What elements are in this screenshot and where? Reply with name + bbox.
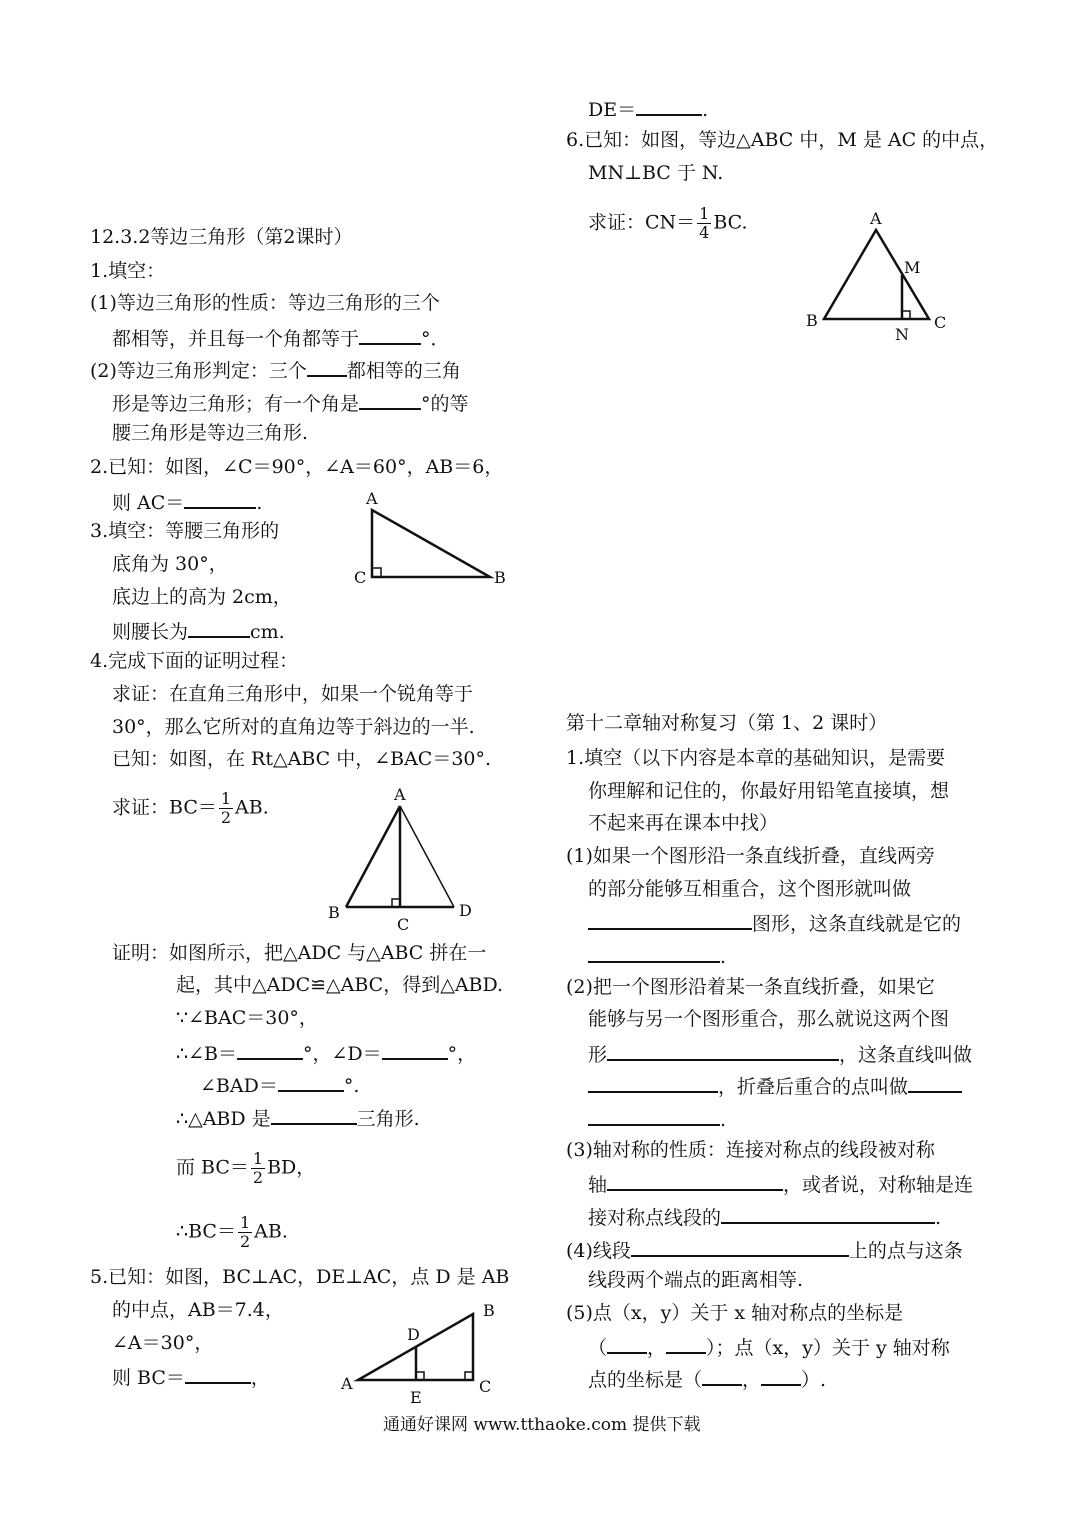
p3-text: 轴 — [588, 1174, 608, 1196]
r-q1-p4-line2: 线段两个端点的距离相等. — [588, 1269, 804, 1291]
vertex-label-a: A — [870, 209, 882, 228]
answer-blank[interactable] — [307, 355, 347, 377]
r-q1-line1: 1.填空（以下内容是本章的基础知识，是需要 — [566, 747, 946, 769]
q1-p1-line1: (1)等边三角形的性质：等边三角形的三个 — [90, 292, 440, 314]
q6-line2: MN⊥BC 于 N. — [588, 162, 724, 184]
r-q1-p2-line2: 能够与另一个图形重合，那么就说这两个图 — [588, 1008, 950, 1030]
vertex-label-b: B — [494, 568, 506, 587]
answer-blank[interactable] — [607, 1039, 839, 1061]
p5-text: ， — [647, 1337, 667, 1359]
proof-text: °， — [447, 1043, 477, 1065]
q3-line3: 底边上的高为 2cm， — [112, 586, 292, 608]
vertex-label-a: A — [366, 489, 378, 508]
q5-text: 则 BC＝ — [112, 1367, 185, 1389]
p3-end: . — [935, 1207, 942, 1229]
q1-p2-text-d: °的等 — [421, 393, 469, 415]
segment-ad — [400, 806, 454, 907]
q4-proof-line2: 起，其中△ADC≌△ABC，得到△ABD. — [176, 974, 504, 996]
right-angle-mark — [372, 568, 381, 577]
q2-line2 — [112, 487, 262, 516]
q1-p1-end: °． — [421, 328, 450, 350]
q5-continuation — [588, 94, 708, 123]
proof-text: ∴BC＝ — [176, 1220, 236, 1243]
vertex-label-e: E — [410, 1388, 422, 1407]
figure-right-triangle-q2 — [350, 486, 510, 596]
r-q1-p2-line1: (2)把一个图形沿着某一条直线折叠，如果它 — [566, 976, 935, 998]
q3-text: 则腰长为 — [112, 621, 189, 643]
r-q1-p3-line2 — [588, 1169, 973, 1198]
fraction-denominator: 2 — [239, 1232, 251, 1251]
p5-text: （ — [588, 1337, 608, 1359]
q4-prove-label: 求证：BC＝ — [112, 796, 217, 819]
section-title-equilateral: 12.3.2等边三角形（第2课时） — [90, 226, 353, 248]
segment-ab — [346, 806, 400, 907]
r-q1-p2-line3 — [588, 1039, 972, 1068]
q5-line3: ∠A＝30°， — [112, 1332, 214, 1354]
proof-text: AB. — [254, 1220, 288, 1243]
fraction-half — [251, 1150, 265, 1187]
fraction-numerator: 1 — [252, 1149, 264, 1168]
p5-text: ）. — [801, 1369, 827, 1391]
q1-p2-line2 — [112, 388, 469, 417]
q4-line4: 已知：如图，在 Rt△ABC 中，∠BAC＝30°. — [112, 748, 492, 770]
q4-proof-line7 — [176, 1150, 315, 1187]
vertex-label-m: M — [904, 258, 921, 277]
q4-prove — [112, 790, 269, 827]
vertex-label-b: B — [806, 311, 818, 330]
q1-p1-text: 都相等，并且每一个角都等于 — [112, 328, 360, 350]
answer-blank[interactable] — [761, 1364, 801, 1386]
vertex-label-n: N — [895, 325, 909, 344]
answer-blank[interactable] — [271, 1103, 357, 1125]
answer-blank[interactable] — [666, 1332, 706, 1354]
p5-text: ， — [742, 1369, 762, 1391]
figure-equilateral-q6 — [800, 206, 960, 346]
vertex-label-b: B — [483, 1301, 495, 1320]
answer-blank[interactable] — [588, 1104, 720, 1126]
q5-line1: 5.已知：如图，BC⊥AC，DE⊥AC，点 D 是 AB — [90, 1266, 510, 1288]
answer-blank[interactable] — [588, 941, 720, 963]
proof-text: 三角形. — [356, 1108, 420, 1130]
q6-line1: 6.已知：如图，等边△ABC 中，M 是 AC 的中点， — [566, 129, 999, 151]
q5-line4 — [112, 1362, 270, 1391]
answer-blank[interactable] — [588, 908, 752, 930]
r-q1-p3-line3 — [588, 1202, 941, 1231]
figure-triangle-abd-q4 — [322, 780, 482, 935]
q5-de-end: . — [702, 99, 709, 121]
q1-p2-text-b: 都相等的三角 — [346, 360, 461, 382]
answer-blank[interactable] — [721, 1202, 935, 1224]
answer-blank[interactable] — [588, 1071, 718, 1093]
answer-blank[interactable] — [607, 1332, 647, 1354]
q4-proof-line6 — [176, 1103, 420, 1132]
p5-text: 点的坐标是（ — [588, 1369, 703, 1391]
fraction-half — [219, 790, 233, 827]
q4-prove-end: AB. — [235, 796, 269, 819]
q6-prove — [588, 205, 748, 242]
r-q1-p1-line1: (1)如果一个图形沿一条直线折叠，直线两旁 — [566, 845, 935, 867]
answer-blank[interactable] — [908, 1071, 962, 1093]
p5-text: ）；点（x，y）关于 y 轴对称 — [706, 1337, 950, 1359]
r-q1-p5-line1: (5)点（x，y）关于 x 轴对称点的坐标是 — [566, 1302, 904, 1324]
p4-text: (4)线段 — [566, 1240, 631, 1262]
q4-proof-line1: 证明：如图所示，把△ADC 与△ABC 拼在一 — [112, 942, 487, 964]
answer-blank[interactable] — [184, 487, 256, 509]
q1-p1-line2 — [112, 323, 450, 352]
q4-proof-line8 — [176, 1214, 288, 1251]
fraction-denominator: 4 — [699, 223, 710, 242]
q4-line1: 4.完成下面的证明过程： — [90, 650, 299, 672]
r-q1-p1-line3 — [588, 908, 961, 937]
r-q1-p5-line3 — [588, 1364, 826, 1393]
answer-blank[interactable] — [607, 1169, 783, 1191]
r-q1-p5-line2 — [588, 1332, 950, 1361]
r-q1-line3: 不起来再在课本中找） — [588, 812, 779, 834]
figure-triangle-q5 — [338, 1298, 508, 1408]
q5-line2: 的中点，AB＝7.4， — [112, 1299, 284, 1321]
q3-line1: 3.填空：等腰三角形的 — [90, 520, 280, 542]
p1-text: 图形，这条直线就是它的 — [752, 913, 962, 935]
q4-line2: 求证：在直角三角形中，如果一个锐角等于 — [112, 683, 474, 705]
q6-prove-end: BC. — [713, 211, 748, 234]
answer-blank[interactable] — [382, 1038, 448, 1060]
r-q1-p2-line4 — [588, 1071, 962, 1100]
q1-p2-line3: 腰三角形是等边三角形. — [112, 422, 309, 444]
q3-end: cm. — [250, 621, 285, 643]
q1-p2-text-a: (2)等边三角形判定：三个 — [90, 360, 307, 382]
p4-text: 上的点与这条 — [848, 1240, 963, 1262]
q1-intro: 1.填空： — [90, 260, 166, 282]
proof-text: ∠BAD＝ — [200, 1075, 278, 1097]
q1-p2-text-c: 形是等边三角形；有一个角是 — [112, 393, 360, 415]
answer-blank[interactable] — [359, 388, 421, 410]
triangle-abc — [372, 510, 490, 577]
q4-proof-line4 — [176, 1038, 476, 1067]
proof-text: ∴△ABD 是 — [176, 1108, 271, 1130]
q2-line1: 2.已知：如图，∠C＝90°，∠A＝60°，AB＝6， — [90, 456, 504, 478]
q2-text: 则 AC＝ — [112, 492, 185, 514]
proof-text: °. — [343, 1075, 360, 1097]
vertex-label-d: D — [459, 901, 472, 920]
proof-text: ∴∠B＝ — [176, 1043, 237, 1065]
p2-text: ，这条直线叫做 — [839, 1044, 973, 1066]
r-q1-p4-line1 — [566, 1235, 963, 1264]
footer-credit: 通通好课网 www.tthaoke.com 提供下载 — [383, 1415, 701, 1435]
p2-end: . — [720, 1109, 727, 1131]
answer-blank[interactable] — [359, 323, 421, 345]
r-q1-p2-line5 — [588, 1104, 726, 1133]
fraction-numerator: 1 — [699, 204, 710, 223]
p2-text: ，折叠后重合的点叫做 — [718, 1076, 909, 1098]
q3-line4 — [112, 616, 285, 645]
q4-proof-line5 — [200, 1070, 359, 1099]
vertex-label-a: A — [394, 785, 406, 804]
q1-p2-line1 — [90, 355, 461, 384]
proof-text: °，∠D＝ — [302, 1043, 382, 1065]
answer-blank[interactable] — [631, 1235, 849, 1257]
r-q1-p1-line2: 的部分能够互相重合，这个图形就叫做 — [588, 878, 912, 900]
vertex-label-c: C — [479, 1377, 492, 1396]
fraction-denominator: 2 — [220, 808, 232, 827]
proof-text: 而 BC＝ — [176, 1156, 249, 1179]
q6-prove-label: 求证：CN＝ — [588, 211, 696, 234]
answer-blank[interactable] — [636, 94, 702, 116]
section-title-axial-symmetry: 第十二章轴对称复习（第 1、2 课时） — [566, 712, 888, 734]
answer-blank[interactable] — [188, 616, 250, 638]
fraction-half — [238, 1214, 252, 1251]
fraction-quarter — [697, 205, 711, 242]
fraction-numerator: 1 — [239, 1213, 251, 1232]
q3-line2: 底角为 30°， — [112, 553, 228, 575]
answer-blank[interactable] — [278, 1070, 344, 1092]
p3-text: ，或者说，对称轴是连 — [783, 1174, 974, 1196]
q5-de-text: DE＝ — [588, 99, 637, 121]
r-q1-p3-line1: (3)轴对称的性质：连接对称点的线段被对称 — [566, 1139, 935, 1161]
p1-end: . — [720, 946, 727, 968]
vertex-label-c: C — [354, 568, 367, 587]
fraction-numerator: 1 — [220, 789, 232, 808]
r-q1-line2: 你理解和记住的，你最好用铅笔直接填，想 — [588, 780, 950, 802]
proof-text: BD， — [267, 1156, 316, 1179]
answer-blank[interactable] — [702, 1364, 742, 1386]
q2-end: . — [256, 492, 263, 514]
q4-line3: 30°，那么它所对的直角边等于斜边的一半. — [112, 716, 475, 738]
p3-text: 接对称点线段的 — [588, 1207, 722, 1229]
q5-end: ， — [250, 1367, 270, 1389]
vertex-label-d: D — [407, 1325, 420, 1344]
answer-blank[interactable] — [185, 1362, 251, 1384]
vertex-label-b: B — [328, 903, 340, 922]
answer-blank[interactable] — [237, 1038, 303, 1060]
fraction-denominator: 2 — [252, 1168, 264, 1187]
vertex-label-a: A — [341, 1374, 353, 1393]
vertex-label-c: C — [934, 313, 947, 332]
p2-text: 形 — [588, 1044, 608, 1066]
r-q1-p1-line4 — [588, 941, 726, 970]
vertex-label-c: C — [397, 915, 410, 934]
q4-proof-line3: ∵∠BAC＝30°， — [176, 1007, 318, 1029]
